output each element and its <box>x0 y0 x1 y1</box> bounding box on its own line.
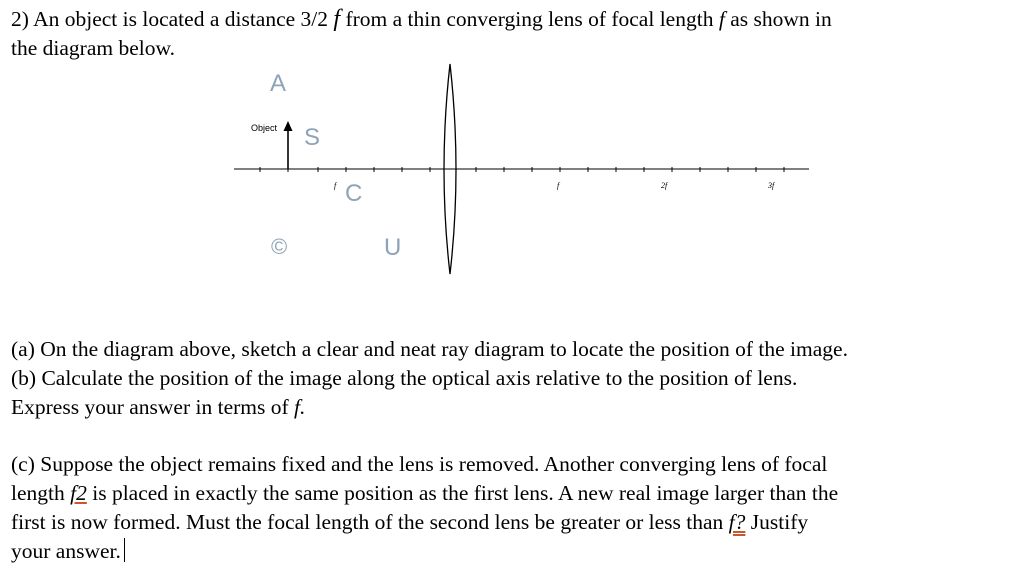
question-f-symbol: f <box>333 6 341 32</box>
watermark-letter-u: U <box>384 234 402 261</box>
part-b-line1: (b) Calculate the position of the image along the optical axis relative to the position of lens. <box>11 366 798 390</box>
watermark-letter-s: S <box>304 124 321 151</box>
question-line1-b: from a thin converging lens of focal length <box>340 7 719 31</box>
tick-label-f-right: f <box>557 181 560 190</box>
watermark-letter-c: C <box>345 180 363 207</box>
question-line1-a: 2) An object is located a distance 3/2 <box>11 7 334 31</box>
watermark-copyright: © <box>271 234 288 259</box>
part-c-line4: your answer. <box>11 539 121 563</box>
object-arrowhead <box>284 121 293 131</box>
text-cursor[interactable] <box>124 538 125 562</box>
question-f-symbol-2: f <box>718 7 725 31</box>
part-b-f-symbol: f. <box>294 395 306 419</box>
part-c-line3-a: first is now formed. Must the focal length of the second lens be greater or less than <box>11 510 729 534</box>
question-line2: the diagram below. <box>11 36 175 60</box>
tick-label-3f: 3f <box>768 181 775 190</box>
part-a: (a) On the diagram above, sketch a clear and neat ray diagram to locate the position of the image. <box>11 337 848 361</box>
watermark-letter-a: A <box>270 70 287 97</box>
part-c-line2-b: is placed in exactly the same position as the first lens. A new real image larger than the <box>86 481 839 505</box>
part-c-line3-b: Justify <box>745 510 809 534</box>
part-c-f2-symbol: f2 <box>70 481 87 505</box>
part-c-line2-a: length <box>11 481 71 505</box>
part-b-line2-a: Express your answer in terms of <box>11 395 295 419</box>
part-a-b-text <box>11 335 848 422</box>
tick-label-2f: 2f <box>661 181 668 190</box>
part-c-f-symbol: f? <box>728 510 746 534</box>
part-c-line1: (c) Suppose the object remains fixed and the lens is removed. Another converging lens of focal <box>11 452 828 476</box>
object-label: Object <box>251 123 278 133</box>
question-line1-c: as shown in <box>724 7 832 31</box>
part-c-text <box>11 450 838 566</box>
tick-label-f-left: f <box>334 181 337 190</box>
